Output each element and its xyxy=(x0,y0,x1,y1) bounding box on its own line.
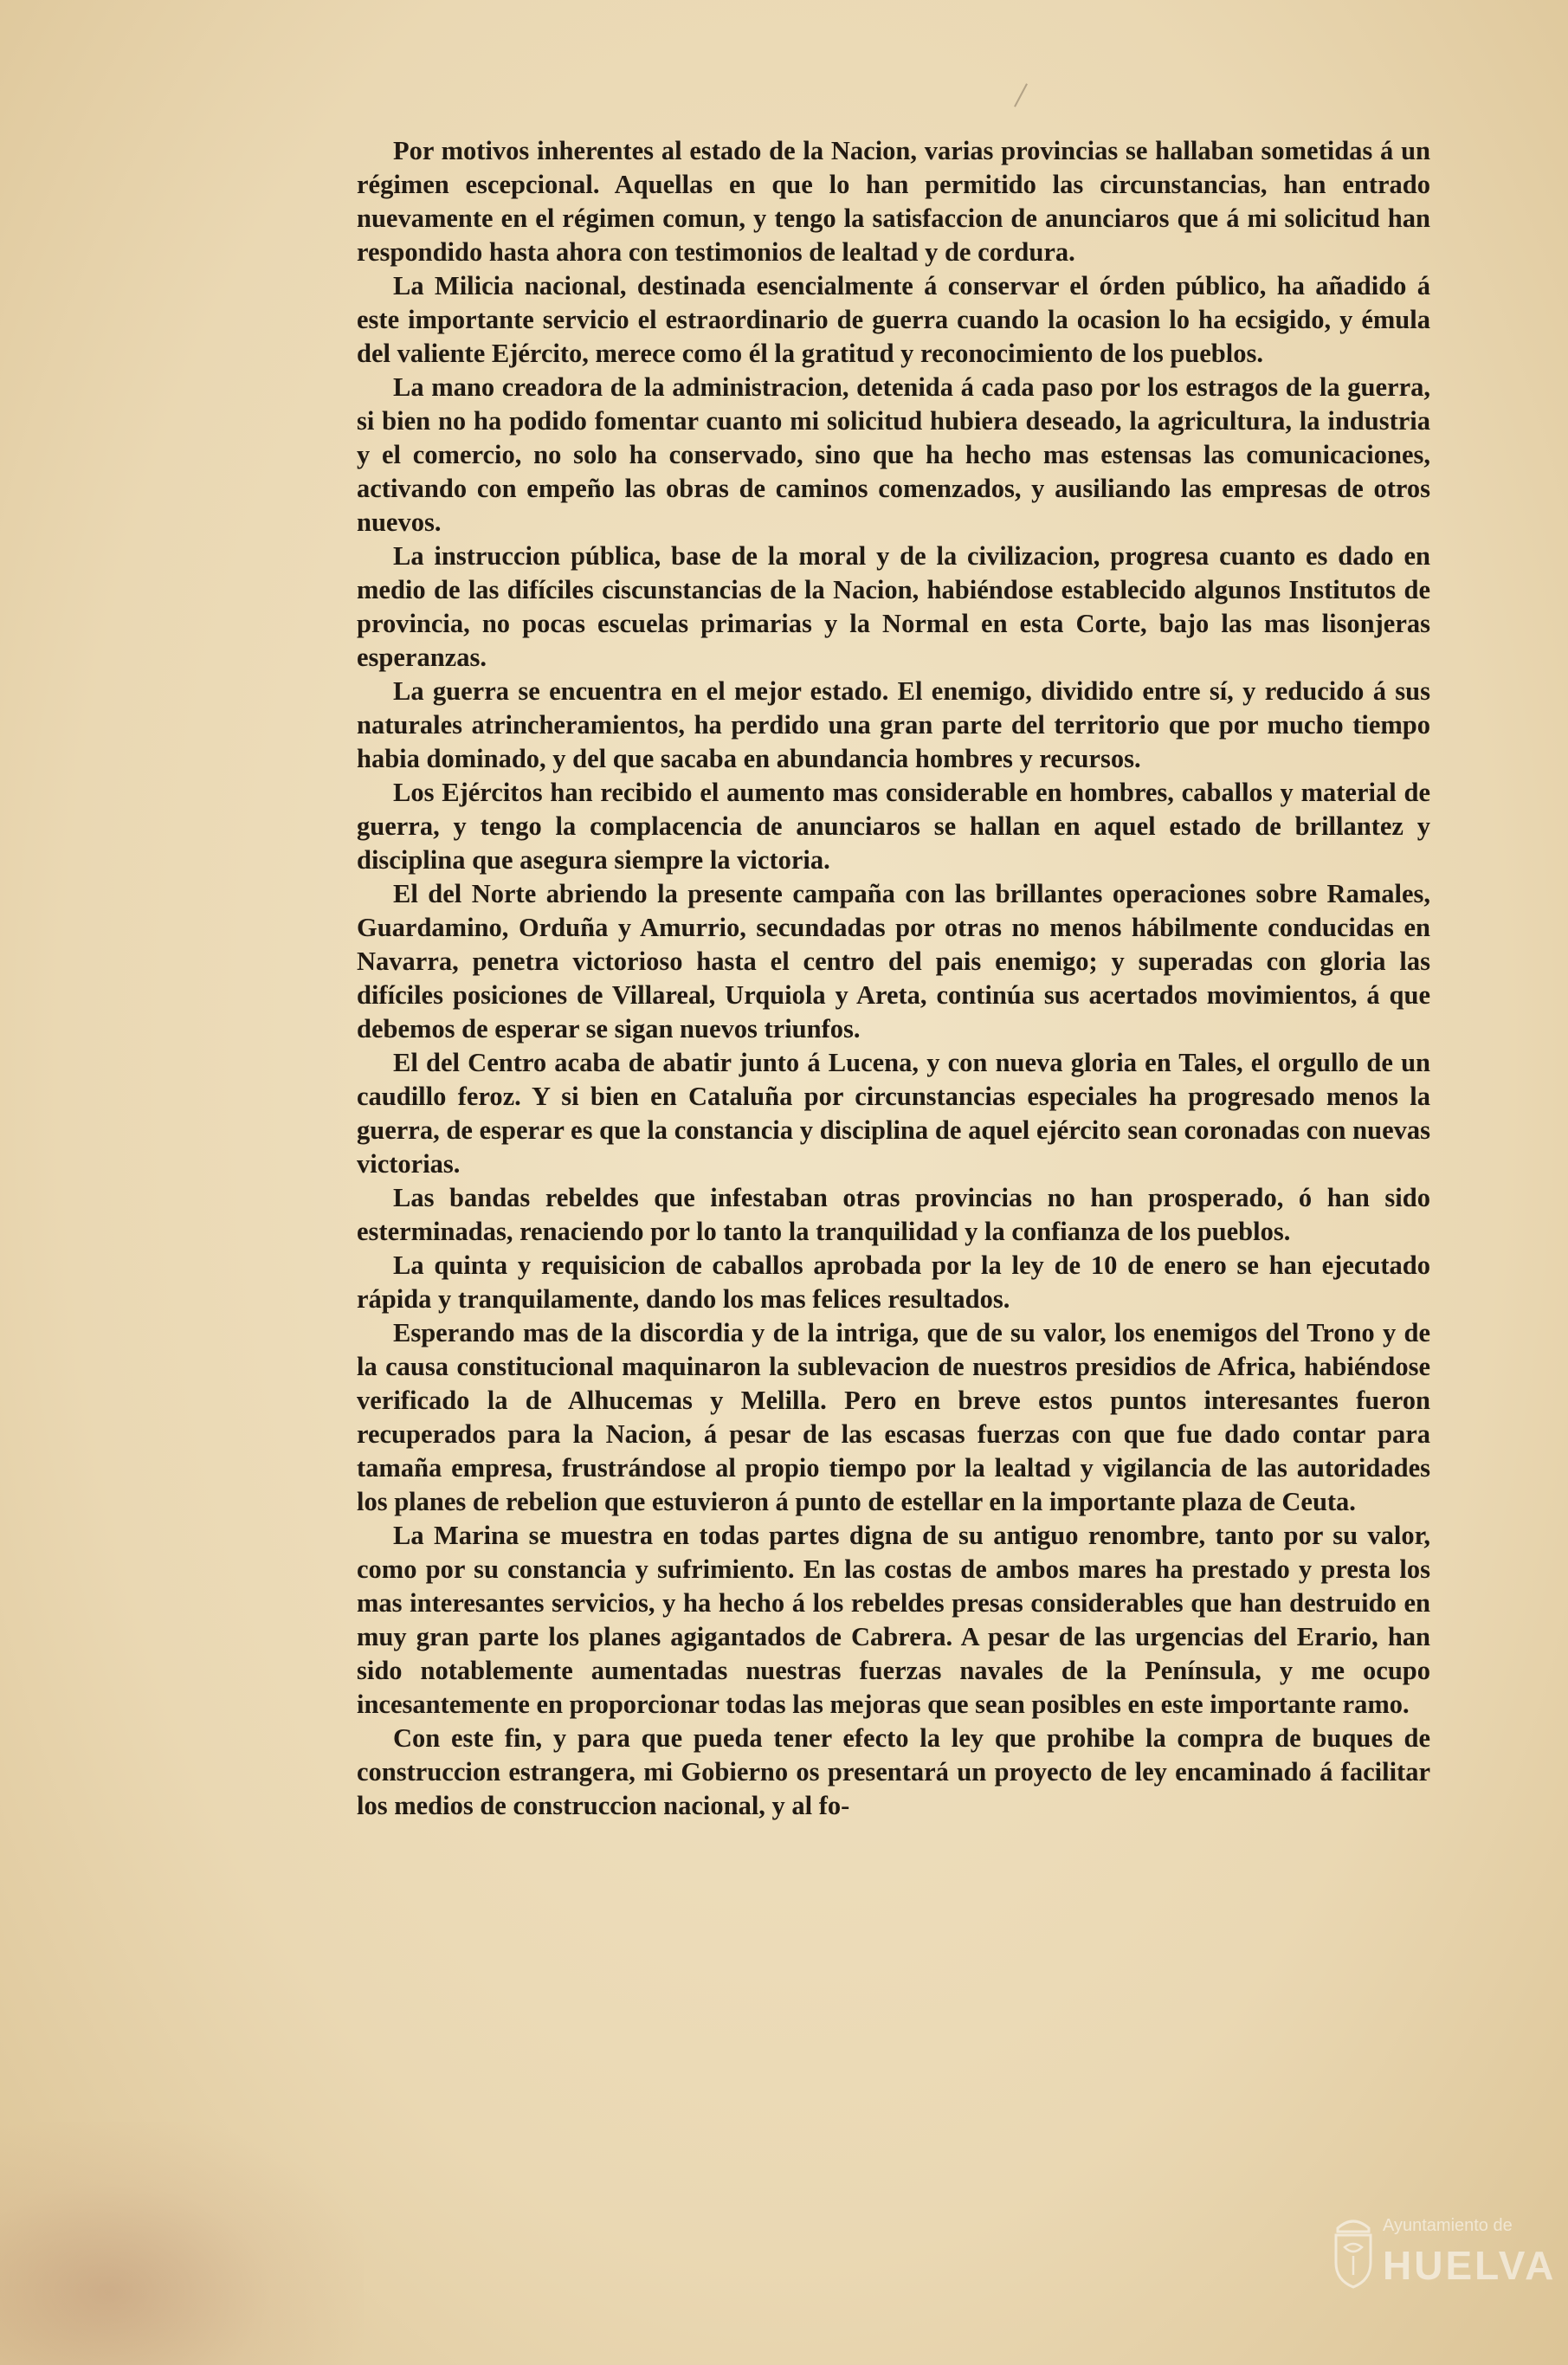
paragraph-11: Esperando mas de la discordia y de la intriga, que de su valor, los enemigos del Trono y de la causa constitucional maquinaron la sublevacion de nuestros presidios de Africa, habiéndose verificado la de Alhucemas y Melilla. Pero en breve estos puntos interesantes fueron recuperados para la Nacion, á pesar de las escasas fuerzas con que fue dado contar para tamaña empresa, frustrándose al propio tiempo por la lealtad y vigilancia de las autoridades los planes de rebelion que estuvieron á punto de estellar en la importante plaza de Ceuta. xyxy=(357,1318,1430,1516)
paragraph-12: La Marina se muestra en todas partes digna de su antiguo renombre, tanto por su valor, como por su constancia y sufrimiento. En las costas de ambos mares ha prestado y presta los mas interesantes servicios, y ha hecho á los rebeldes presas considerables que han destruido en muy gran parte los planes agigantados de Cabrera. A pesar de las urgencias del Erario, han sido notablemente aumentadas nuestras fuerzas navales de la Península, y me ocupo incesantemente en proporcionar todas las mejoras que sean posibles en este importante ramo. xyxy=(357,1521,1430,1719)
paper-stain xyxy=(0,2122,364,2365)
document-body xyxy=(357,134,1430,1823)
paragraph-8: El del Centro acaba de abatir junto á Lucena, y con nueva gloria en Tales, el orgullo de un caudillo feroz. Y si bien en Cataluña por circunstancias especiales ha progresado menos la guerra, de esperar es que la constancia y disciplina de aquel ejército sean coronadas con nuevas victorias. xyxy=(357,1048,1430,1179)
watermark-line2: HUELVA xyxy=(1383,2243,1557,2288)
paragraph-2: La Milicia nacional, destinada esencialmente á conservar el órden público, ha añadido á este importante servicio el estraordinario de guerra cuando la ocasion lo ha ecsigido, y émula del valiente Ejército, merece como él la gratitud y reconocimiento de los pueblos. xyxy=(357,271,1430,368)
paragraph-5: La guerra se encuentra en el mejor estado. El enemigo, dividido entre sí, y reducido á sus naturales atrincheramientos, ha perdido una gran parte del territorio que por mucho tiempo habia dominado, y del que sacaba en abundancia hombres y recursos. xyxy=(357,676,1430,773)
paragraph-4: La instruccion pública, base de la moral y de la civilizacion, progresa cuanto es dado en medio de las difíciles ciscunstancias de la Nacion, habiéndose establecido algunos Institutos de provincia, no pocas escuelas primarias y la Normal en esta Corte, bajo las mas lisonjeras esperanzas. xyxy=(357,541,1430,672)
coat-of-arms-icon xyxy=(1329,2213,1378,2291)
paragraph-10: La quinta y requisicion de caballos aprobada por la ley de 10 de enero se han ejecutado rápida y tranquilamente, dando los mas felices resultados. xyxy=(357,1250,1430,1314)
paragraph-6: Los Ejércitos han recibido el aumento mas considerable en hombres, caballos y material de guerra, y tengo la complacencia de anunciaros se hallan en aquel estado de brillantez y disciplina que asegura siempre la victoria. xyxy=(357,778,1430,875)
pencil-mark xyxy=(1014,83,1028,107)
paragraph-7: El del Norte abriendo la presente campaña con las brillantes operaciones sobre Ramales, Guardamino, Orduña y Amurrio, secundadas por otras no menos hábilmente conducidas en Navarra, penetra victorioso hasta el centro del pais enemigo; y superadas con gloria las difíciles posiciones de Villareal, Urquiola y Areta, continúa sus acertados movimientos, á que debemos de esperar se sigan nuevos triunfos. xyxy=(357,879,1430,1044)
paragraph-3: La mano creadora de la administracion, detenida á cada paso por los estragos de la guerra, si bien no ha podido fomentar cuanto mi solicitud hubiera deseado, la agricultura, la industria y el comercio, no solo ha conservado, sino que ha hecho mas estensas las comunicaciones, activando con empeño las obras de caminos comenzados, y ausiliando las empresas de otros nuevos. xyxy=(357,372,1430,537)
paragraph-1: Por motivos inherentes al estado de la Nacion, varias provincias se hallaban sometidas á un régimen escepcional. Aquellas en que lo han permitido las circunstancias, han entrado nuevamente en el régimen comun, y tengo la satisfaccion de anunciaros que á mi solicitud han respondido hasta ahora con testimonios de lealtad y de cordura. xyxy=(357,136,1430,267)
watermark-line1: Ayuntamiento de xyxy=(1383,2216,1513,2235)
watermark-seal xyxy=(1329,2213,1557,2342)
paragraph-13: Con este fin, y para que pueda tener efecto la ley que prohibe la compra de buques de construccion estrangera, mi Gobierno os presentará un proyecto de ley encaminado á facilitar los medios de construccion nacional, y al fo- xyxy=(357,1723,1430,1820)
paragraph-9: Las bandas rebeldes que infestaban otras provincias no han prosperado, ó han sido esterminadas, renaciendo por lo tanto la tranquilidad y la confianza de los pueblos. xyxy=(357,1183,1430,1246)
